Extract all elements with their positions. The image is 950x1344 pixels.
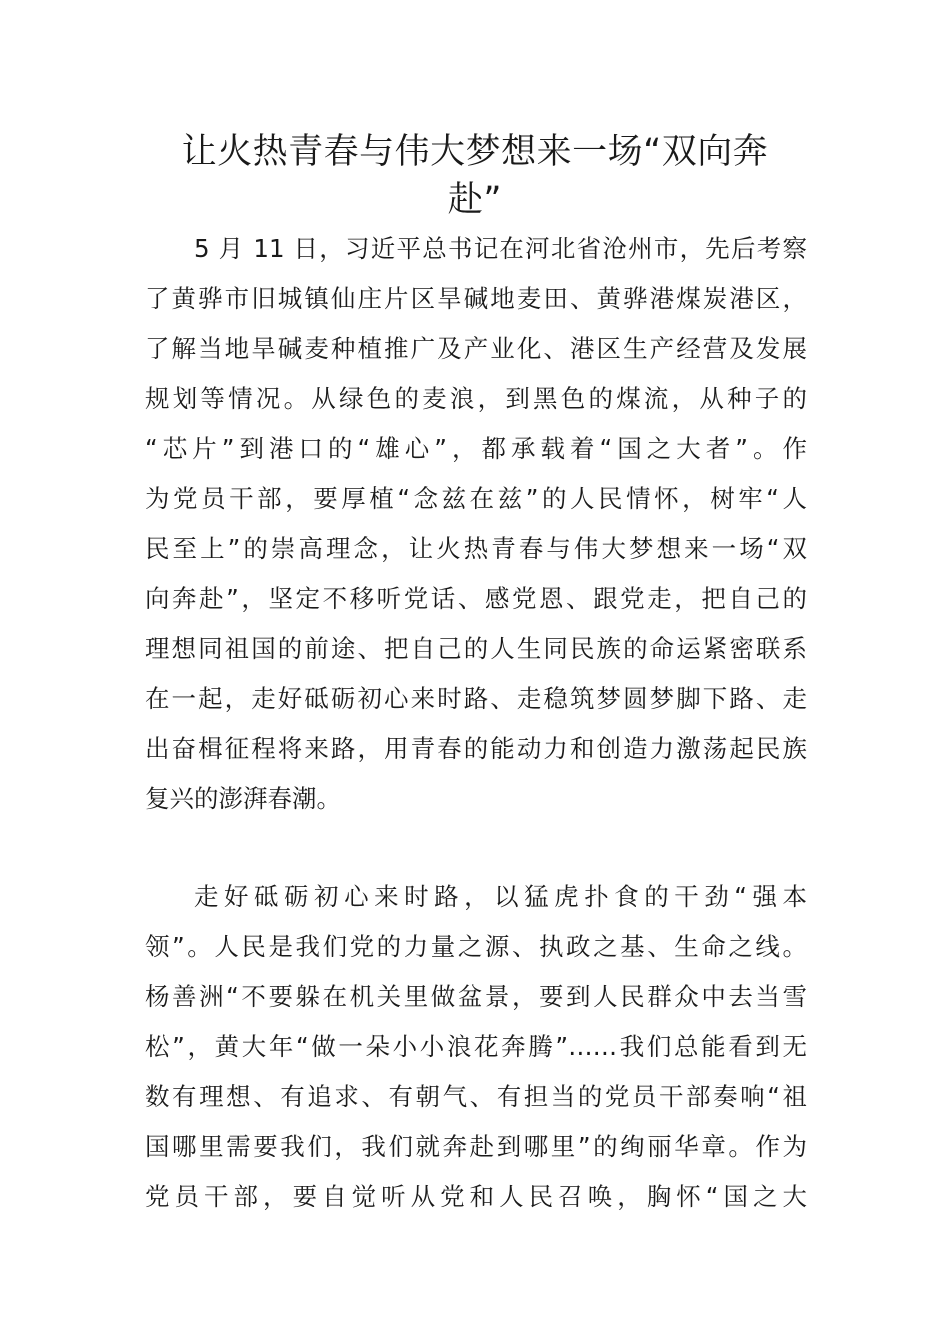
text-line: 走好砥砺初心来时路，以猛虎扑食的干劲“强本 — [194, 882, 807, 911]
text-line: 杨善洲“不要躲在机关里做盆景，要到人民群众中去当雪 — [145, 982, 807, 1011]
text-line: 在一起，走好砥砺初心来时路、走稳筑梦圆梦脚下路、走 — [145, 684, 807, 713]
title-line-2: 赴” — [447, 180, 503, 220]
text-line: 为党员干部，要厚植“念兹在兹”的人民情怀，树牢“人 — [145, 484, 807, 513]
text-line: 规划等情况。从绿色的麦浪，到黑色的煤流，从种子的 — [145, 384, 807, 413]
text-line: “芯片”到港口的“雄心”，都承载着“国之大者”。作 — [145, 434, 807, 463]
text-line: 国哪里需要我们，我们就奔赴到哪里”的绚丽华章。作为 — [145, 1132, 807, 1161]
text-line: 松”，黄大年“做一朵小小浪花奔腾”……我们总能看到无 — [145, 1032, 807, 1061]
text-line: 向奔赴”，坚定不移听党话、感党恩、跟党走，把自己的 — [145, 584, 807, 613]
text-line: 复兴的澎湃春潮。 — [145, 784, 341, 813]
text-line: 领”。人民是我们党的力量之源、执政之基、生命之线。 — [145, 932, 807, 961]
text-line: 了黄骅市旧城镇仙庄片区旱碱地麦田、黄骅港煤炭港区， — [145, 284, 807, 313]
text-line: 理想同祖国的前途、把自己的人生同民族的命运紧密联系 — [145, 634, 807, 663]
text-line: 出奋楫征程将来路，用青春的能动力和创造力激荡起民族 — [145, 734, 807, 763]
document-title — [145, 128, 805, 224]
text-line: 民至上”的崇高理念，让火热青春与伟大梦想来一场“双 — [145, 534, 807, 563]
text-line: 5 月 11 日，习近平总书记在河北省沧州市，先后考察 — [194, 234, 807, 263]
text-line: 数有理想、有追求、有朝气、有担当的党员干部奏响“祖 — [145, 1082, 807, 1111]
title-line-1: 让火热青春与伟大梦想来一场“双向奔 — [181, 132, 769, 172]
text-line: 了解当地旱碱麦种植推广及产业化、港区生产经营及发展 — [145, 334, 807, 363]
text-line: 党员干部，要自觉听从党和人民召唤，胸怀“国之大 — [145, 1182, 807, 1211]
